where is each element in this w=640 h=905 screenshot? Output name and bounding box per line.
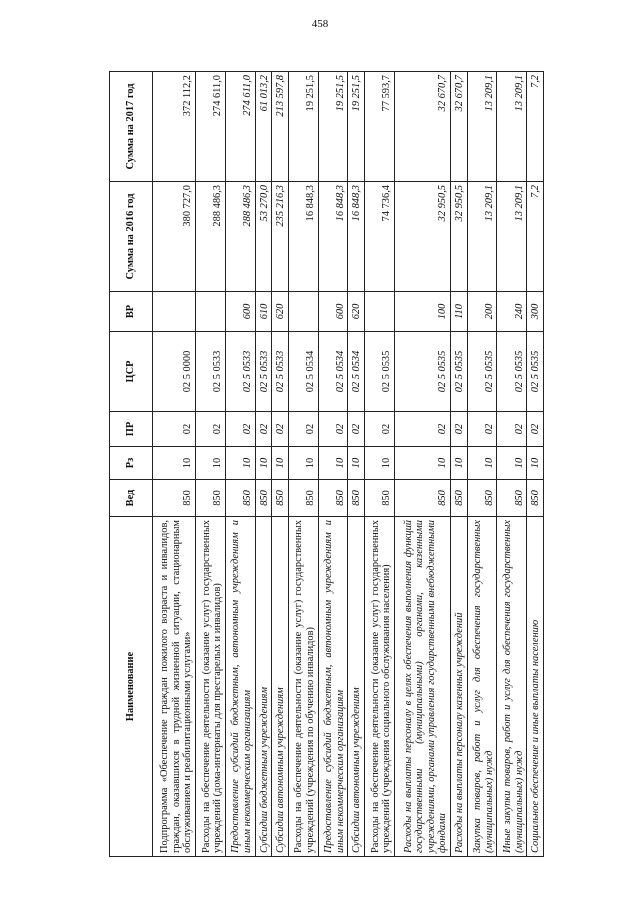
ved-cell: 850 <box>365 480 395 517</box>
csr-cell: 02 5 0535 <box>467 332 497 412</box>
sum-2016-cell: 16 848,3 <box>288 182 318 292</box>
header-row <box>110 72 153 857</box>
table-row <box>527 72 544 857</box>
sum-2016-cell: 13 209,1 <box>467 182 497 292</box>
table-row <box>394 72 450 857</box>
rz-cell: 10 <box>467 447 497 480</box>
sum-2016-cell: 32 950,5 <box>451 182 468 292</box>
vr-cell: 100 <box>394 292 450 332</box>
rz-cell: 10 <box>497 447 527 480</box>
name-cell: Расходы на выплаты персоналу казенных учреждений <box>451 517 468 857</box>
vr-cell <box>365 292 395 332</box>
vr-cell: 300 <box>527 292 544 332</box>
ved-cell: 850 <box>348 480 365 517</box>
table-row <box>153 72 196 857</box>
header-ved: Вед <box>110 480 153 517</box>
budget-table <box>109 71 544 857</box>
sum-2017-cell: 77 593,7 <box>365 72 395 182</box>
sum-2017-cell: 13 209,1 <box>497 72 527 182</box>
csr-cell: 02 5 0535 <box>527 332 544 412</box>
header-vr: ВР <box>110 292 153 332</box>
csr-cell: 02 5 0534 <box>348 332 365 412</box>
sum-2016-cell: 16 848,3 <box>348 182 365 292</box>
sum-2017-cell: 61 013,2 <box>255 72 272 182</box>
rz-cell: 10 <box>348 447 365 480</box>
sum-2017-cell: 19 251,5 <box>318 72 348 182</box>
vr-cell <box>288 292 318 332</box>
sum-2016-cell: 74 736,4 <box>365 182 395 292</box>
ved-cell: 850 <box>451 480 468 517</box>
header-name: Наименование <box>110 517 153 857</box>
csr-cell: 02 5 0534 <box>318 332 348 412</box>
header-rz: Рз <box>110 447 153 480</box>
name-cell: Субсидии бюджетным учреждениям <box>255 517 272 857</box>
sum-2016-cell: 235 216,3 <box>272 182 289 292</box>
csr-cell: 02 5 0535 <box>394 332 450 412</box>
ved-cell: 850 <box>196 480 226 517</box>
csr-cell: 02 5 0000 <box>153 332 196 412</box>
table-row <box>255 72 272 857</box>
rz-cell: 10 <box>318 447 348 480</box>
rz-cell: 10 <box>255 447 272 480</box>
name-cell: Расходы на обеспечение деятельности (оказание услуг) государственных учреждений (учреждения социального обслуживания населения) <box>365 517 395 857</box>
rz-cell: 10 <box>527 447 544 480</box>
csr-cell: 02 5 0533 <box>196 332 226 412</box>
pr-cell: 02 <box>255 412 272 447</box>
sum-2016-cell: 380 727,0 <box>153 182 196 292</box>
csr-cell: 02 5 0533 <box>225 332 255 412</box>
vr-cell: 610 <box>255 292 272 332</box>
header-sum-2016: Сумма на 2016 год <box>110 182 153 292</box>
table-row <box>451 72 468 857</box>
name-cell: Расходы на выплаты персоналу в целях обеспечения выполнения функций государственными (муниципальными) органами, казенными учреждениями, органами управления государственными внебюджетными фондами <box>394 517 450 857</box>
sum-2016-cell: 13 209,1 <box>497 182 527 292</box>
vr-cell: 240 <box>497 292 527 332</box>
rz-cell: 10 <box>288 447 318 480</box>
csr-cell: 02 5 0533 <box>255 332 272 412</box>
name-cell: Закупка товаров, работ и услуг для обеспечения государственных (муниципальных) нужд <box>467 517 497 857</box>
table-row <box>196 72 226 857</box>
header-pr: ПР <box>110 412 153 447</box>
name-cell: Социальное обеспечение и иные выплаты населению <box>527 517 544 857</box>
sum-2017-cell: 19 251,5 <box>288 72 318 182</box>
ved-cell: 850 <box>318 480 348 517</box>
rotated-page <box>109 72 544 857</box>
rz-cell: 10 <box>451 447 468 480</box>
pr-cell: 02 <box>451 412 468 447</box>
sum-2017-cell: 274 611,0 <box>196 72 226 182</box>
csr-cell: 02 5 0535 <box>365 332 395 412</box>
rz-cell: 10 <box>272 447 289 480</box>
name-cell: Предоставление субсидий бюджетным, автономным учреждениям и иным некоммерческим организациям <box>318 517 348 857</box>
pr-cell: 02 <box>467 412 497 447</box>
sum-2017-cell: 13 209,1 <box>467 72 497 182</box>
vr-cell: 600 <box>225 292 255 332</box>
table-row <box>272 72 289 857</box>
sum-2016-cell: 7,2 <box>527 182 544 292</box>
rz-cell: 10 <box>196 447 226 480</box>
sum-2017-cell: 213 597,8 <box>272 72 289 182</box>
rz-cell: 10 <box>365 447 395 480</box>
name-cell: Расходы на обеспечение деятельности (оказание услуг) государственных учреждений (учреждения по обучению инвалидов) <box>288 517 318 857</box>
table-row <box>318 72 348 857</box>
vr-cell <box>153 292 196 332</box>
name-cell: Подпрограмма «Обеспечение граждан пожилого возраста и инвалидов, граждан, оказавшихся в трудной жизненной ситуации, стационарным обслуживанием и реабилитационными услугами» <box>153 517 196 857</box>
vr-cell: 600 <box>318 292 348 332</box>
ved-cell: 850 <box>255 480 272 517</box>
table-row <box>365 72 395 857</box>
sum-2017-cell: 19 251,5 <box>348 72 365 182</box>
sum-2016-cell: 288 486,3 <box>225 182 255 292</box>
ved-cell: 850 <box>153 480 196 517</box>
table-row <box>288 72 318 857</box>
pr-cell: 02 <box>272 412 289 447</box>
name-cell: Субсидии автономным учреждениям <box>348 517 365 857</box>
pr-cell: 02 <box>196 412 226 447</box>
header-csr: ЦСР <box>110 332 153 412</box>
page-number: 458 <box>311 18 329 30</box>
ved-cell: 850 <box>394 480 450 517</box>
name-cell: Иные закупки товаров, работ и услуг для обеспечения государственных (муниципальных) нужд <box>497 517 527 857</box>
pr-cell: 02 <box>365 412 395 447</box>
pr-cell: 02 <box>318 412 348 447</box>
csr-cell: 02 5 0535 <box>451 332 468 412</box>
pr-cell: 02 <box>348 412 365 447</box>
sum-2017-cell: 7,2 <box>527 72 544 182</box>
pr-cell: 02 <box>527 412 544 447</box>
table-row <box>225 72 255 857</box>
sum-2016-cell: 53 270,0 <box>255 182 272 292</box>
ved-cell: 850 <box>272 480 289 517</box>
pr-cell: 02 <box>153 412 196 447</box>
pr-cell: 02 <box>394 412 450 447</box>
sum-2017-cell: 32 670,7 <box>451 72 468 182</box>
sum-2016-cell: 16 848,3 <box>318 182 348 292</box>
csr-cell: 02 5 0533 <box>272 332 289 412</box>
csr-cell: 02 5 0535 <box>497 332 527 412</box>
table-body <box>153 72 544 857</box>
ved-cell: 850 <box>288 480 318 517</box>
vr-cell: 620 <box>272 292 289 332</box>
sum-2017-cell: 372 112,2 <box>153 72 196 182</box>
sum-2016-cell: 32 950,5 <box>394 182 450 292</box>
vr-cell: 110 <box>451 292 468 332</box>
vr-cell: 620 <box>348 292 365 332</box>
ved-cell: 850 <box>497 480 527 517</box>
header-sum-2017: Сумма на 2017 год <box>110 72 153 182</box>
sum-2017-cell: 274 611,0 <box>225 72 255 182</box>
rz-cell: 10 <box>225 447 255 480</box>
sum-2017-cell: 32 670,7 <box>394 72 450 182</box>
sum-2016-cell: 288 486,3 <box>196 182 226 292</box>
csr-cell: 02 5 0534 <box>288 332 318 412</box>
ved-cell: 850 <box>467 480 497 517</box>
pr-cell: 02 <box>225 412 255 447</box>
ved-cell: 850 <box>527 480 544 517</box>
rz-cell: 10 <box>153 447 196 480</box>
table-row <box>497 72 527 857</box>
name-cell: Расходы на обеспечение деятельности (оказание услуг) государственных учреждений (дома-интернаты для престарелых и инвалидов) <box>196 517 226 857</box>
table-row <box>467 72 497 857</box>
ved-cell: 850 <box>225 480 255 517</box>
rz-cell: 10 <box>394 447 450 480</box>
vr-cell: 200 <box>467 292 497 332</box>
name-cell: Субсидии автономным учреждениям <box>272 517 289 857</box>
name-cell: Предоставление субсидий бюджетным, автономным учреждениям и иным некоммерческим организациям <box>225 517 255 857</box>
pr-cell: 02 <box>497 412 527 447</box>
table-row <box>348 72 365 857</box>
pr-cell: 02 <box>288 412 318 447</box>
vr-cell <box>196 292 226 332</box>
